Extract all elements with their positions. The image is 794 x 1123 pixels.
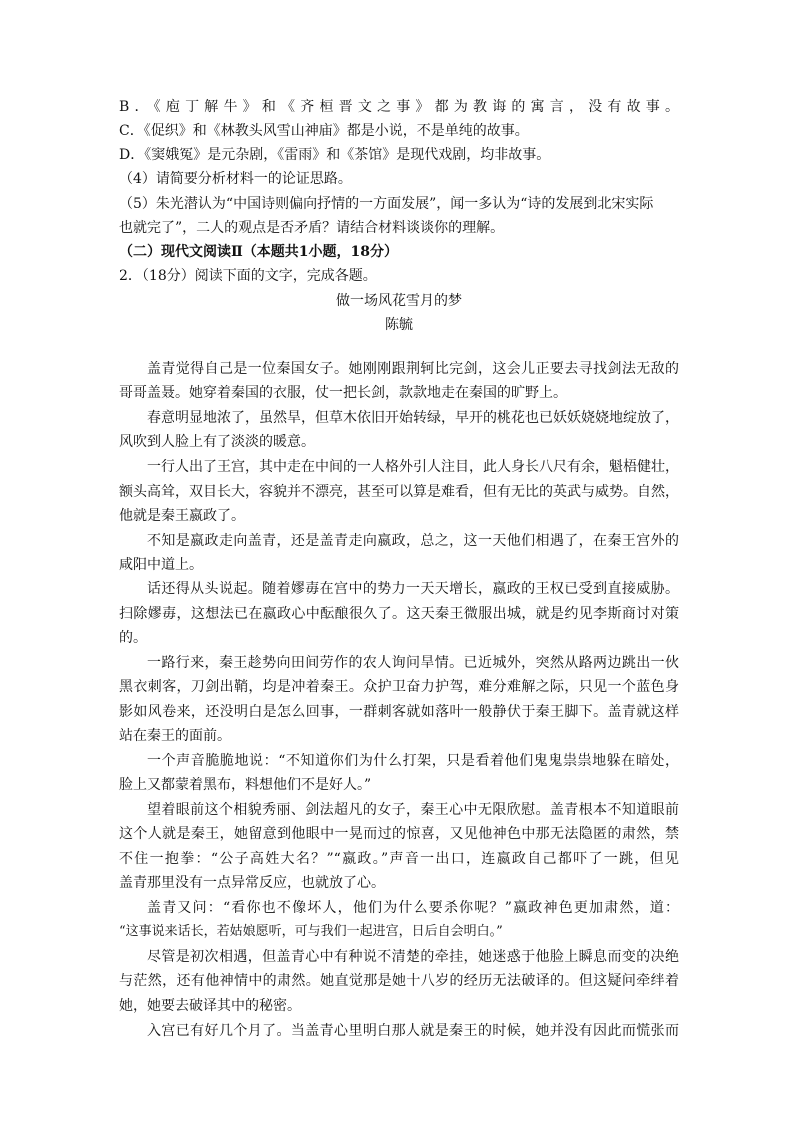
question-5-line-2: 也就完了”，二人的观点是否矛盾？请结合材料谈谈你的理解。 <box>119 220 505 236</box>
story-line: 一个声音脆脆地说：“不知道你们为什么打架，只是看着他们鬼鬼祟祟地躲在暗处， <box>147 753 679 769</box>
option-d: D．《窦娥冤》是元杂剧，《雷雨》和《茶馆》是现代戏剧，均非故事。 <box>119 147 551 163</box>
story-line: 尽管是初次相遇，但盖青心中有种说不清楚的牵挂，她迷惑于他脸上瞬息而变的决绝 <box>147 949 679 965</box>
story-line: 脸上又都蒙着黑布，料想他们不是好人。” <box>119 777 372 793</box>
story-line: 她，她要去破译其中的秘密。 <box>119 998 301 1014</box>
story-line: 风吹到人脸上有了淡淡的暖意。 <box>119 434 315 450</box>
story-line: 这个人就是秦王，她留意到他眼中一晃而过的惊喜，又见他神色中那无法隐匿的肃然，禁 <box>119 826 679 842</box>
story-line: 额头高耸，双目长大，容貌并不漂亮，甚至可以算是难看，但有无比的英武与威势。自然， <box>119 484 679 500</box>
option-c: C．《促织》和《林教头风雪山神庙》都是小说，不是单纯的故事。 <box>119 123 529 139</box>
story-line: 与茫然，还有他神情中的肃然。她直觉那是她十八岁的经历无法破译的。但这疑问牵绊着 <box>119 973 679 989</box>
story-line: 盖青觉得自己是一位秦国女子。她刚刚跟荆轲比完剑，这会儿正要去寻找剑法无敌的 <box>147 361 679 377</box>
option-b: B．《庖丁解牛》和《齐桓晋文之事》都为教诲的寓言，没有故事。 <box>119 99 679 115</box>
section-instruction: 2．（18分）阅读下面的文字，完成各题。 <box>119 268 377 284</box>
story-line: 盖青又问：“看你也不像坏人，他们为什么要杀你呢？”嬴政神色更加肃然，道： <box>147 900 679 916</box>
story-line: 春意明显地浓了，虽然旱，但草木依旧开始转绿，早开的桃花也已妖妖娆娆地绽放了， <box>147 410 679 426</box>
question-4: （4）请简要分析材料一的论证思路。 <box>119 171 352 187</box>
story-line: 的。 <box>119 630 147 646</box>
story-line: 话还得从头说起。随着嫪毐在宫中的势力一天天增长，嬴政的王权已受到直接威胁。 <box>147 581 679 597</box>
story-line: “这事说来话长，若姑娘愿听，可与我们一起进宫，日后自会明白。” <box>119 924 503 939</box>
story-author: 陈毓 <box>385 317 413 333</box>
story-line: 影如风卷来，还没明白是怎么回事，一群刺客就如落叶一般静伏于秦王脚下。盖青就这样 <box>119 704 679 720</box>
story-line: 盖青那里没有一点异常反应，也就放了心。 <box>119 875 385 891</box>
story-title: 做一场风花雪月的梦 <box>336 293 462 309</box>
story-line: 望着眼前这个相貌秀丽、剑法超凡的女子，秦王心中无限欣慰。盖青根本不知道眼前 <box>147 802 679 818</box>
story-line: 入宫已有好几个月了。当盖青心里明白那人就是秦王的时候，她并没有因此而慌张而 <box>147 1023 679 1039</box>
story-line: 咸阳中道上。 <box>119 557 203 573</box>
section-heading: （二）现代文阅读Ⅱ（本题共1小题，18分） <box>119 244 399 260</box>
story-line: 不住一抱拳：“公子高姓大名？”“嬴政。”声音一出口，连嬴政自己都吓了一跳，但见 <box>119 851 679 867</box>
question-5-line-1: （5）朱光潜认为“中国诗则偏向抒情的一方面发展”，闻一多认为“诗的发展到北宋实际 <box>119 196 654 212</box>
story-line: 一路行来，秦王趁势向田间劳作的农人询问旱情。已近城外，突然从路两边跳出一伙 <box>147 655 679 671</box>
story-line: 扫除嫪毐，这想法已在嬴政心中酝酿很久了。这天秦王微服出城，就是约见李斯商讨对策 <box>119 606 679 622</box>
story-line: 黑衣刺客，刀剑出鞘，均是冲着秦王。众护卫奋力护驾，难分难解之际，只见一个蓝色身 <box>119 679 679 695</box>
story-line: 不知是嬴政走向盖青，还是盖青走向嬴政，总之，这一天他们相遇了，在秦王宫外的 <box>147 533 679 549</box>
story-line: 站在秦王的面前。 <box>119 728 231 744</box>
story-line: 他就是秦王嬴政了。 <box>119 508 245 524</box>
story-line: 一行人出了王宫，其中走在中间的一人格外引人注目，此人身长八尺有余，魁梧健壮， <box>147 459 679 475</box>
story-line: 哥哥盖聂。她穿着秦国的衣服，仗一把长剑，款款地走在秦国的旷野上。 <box>119 385 567 401</box>
